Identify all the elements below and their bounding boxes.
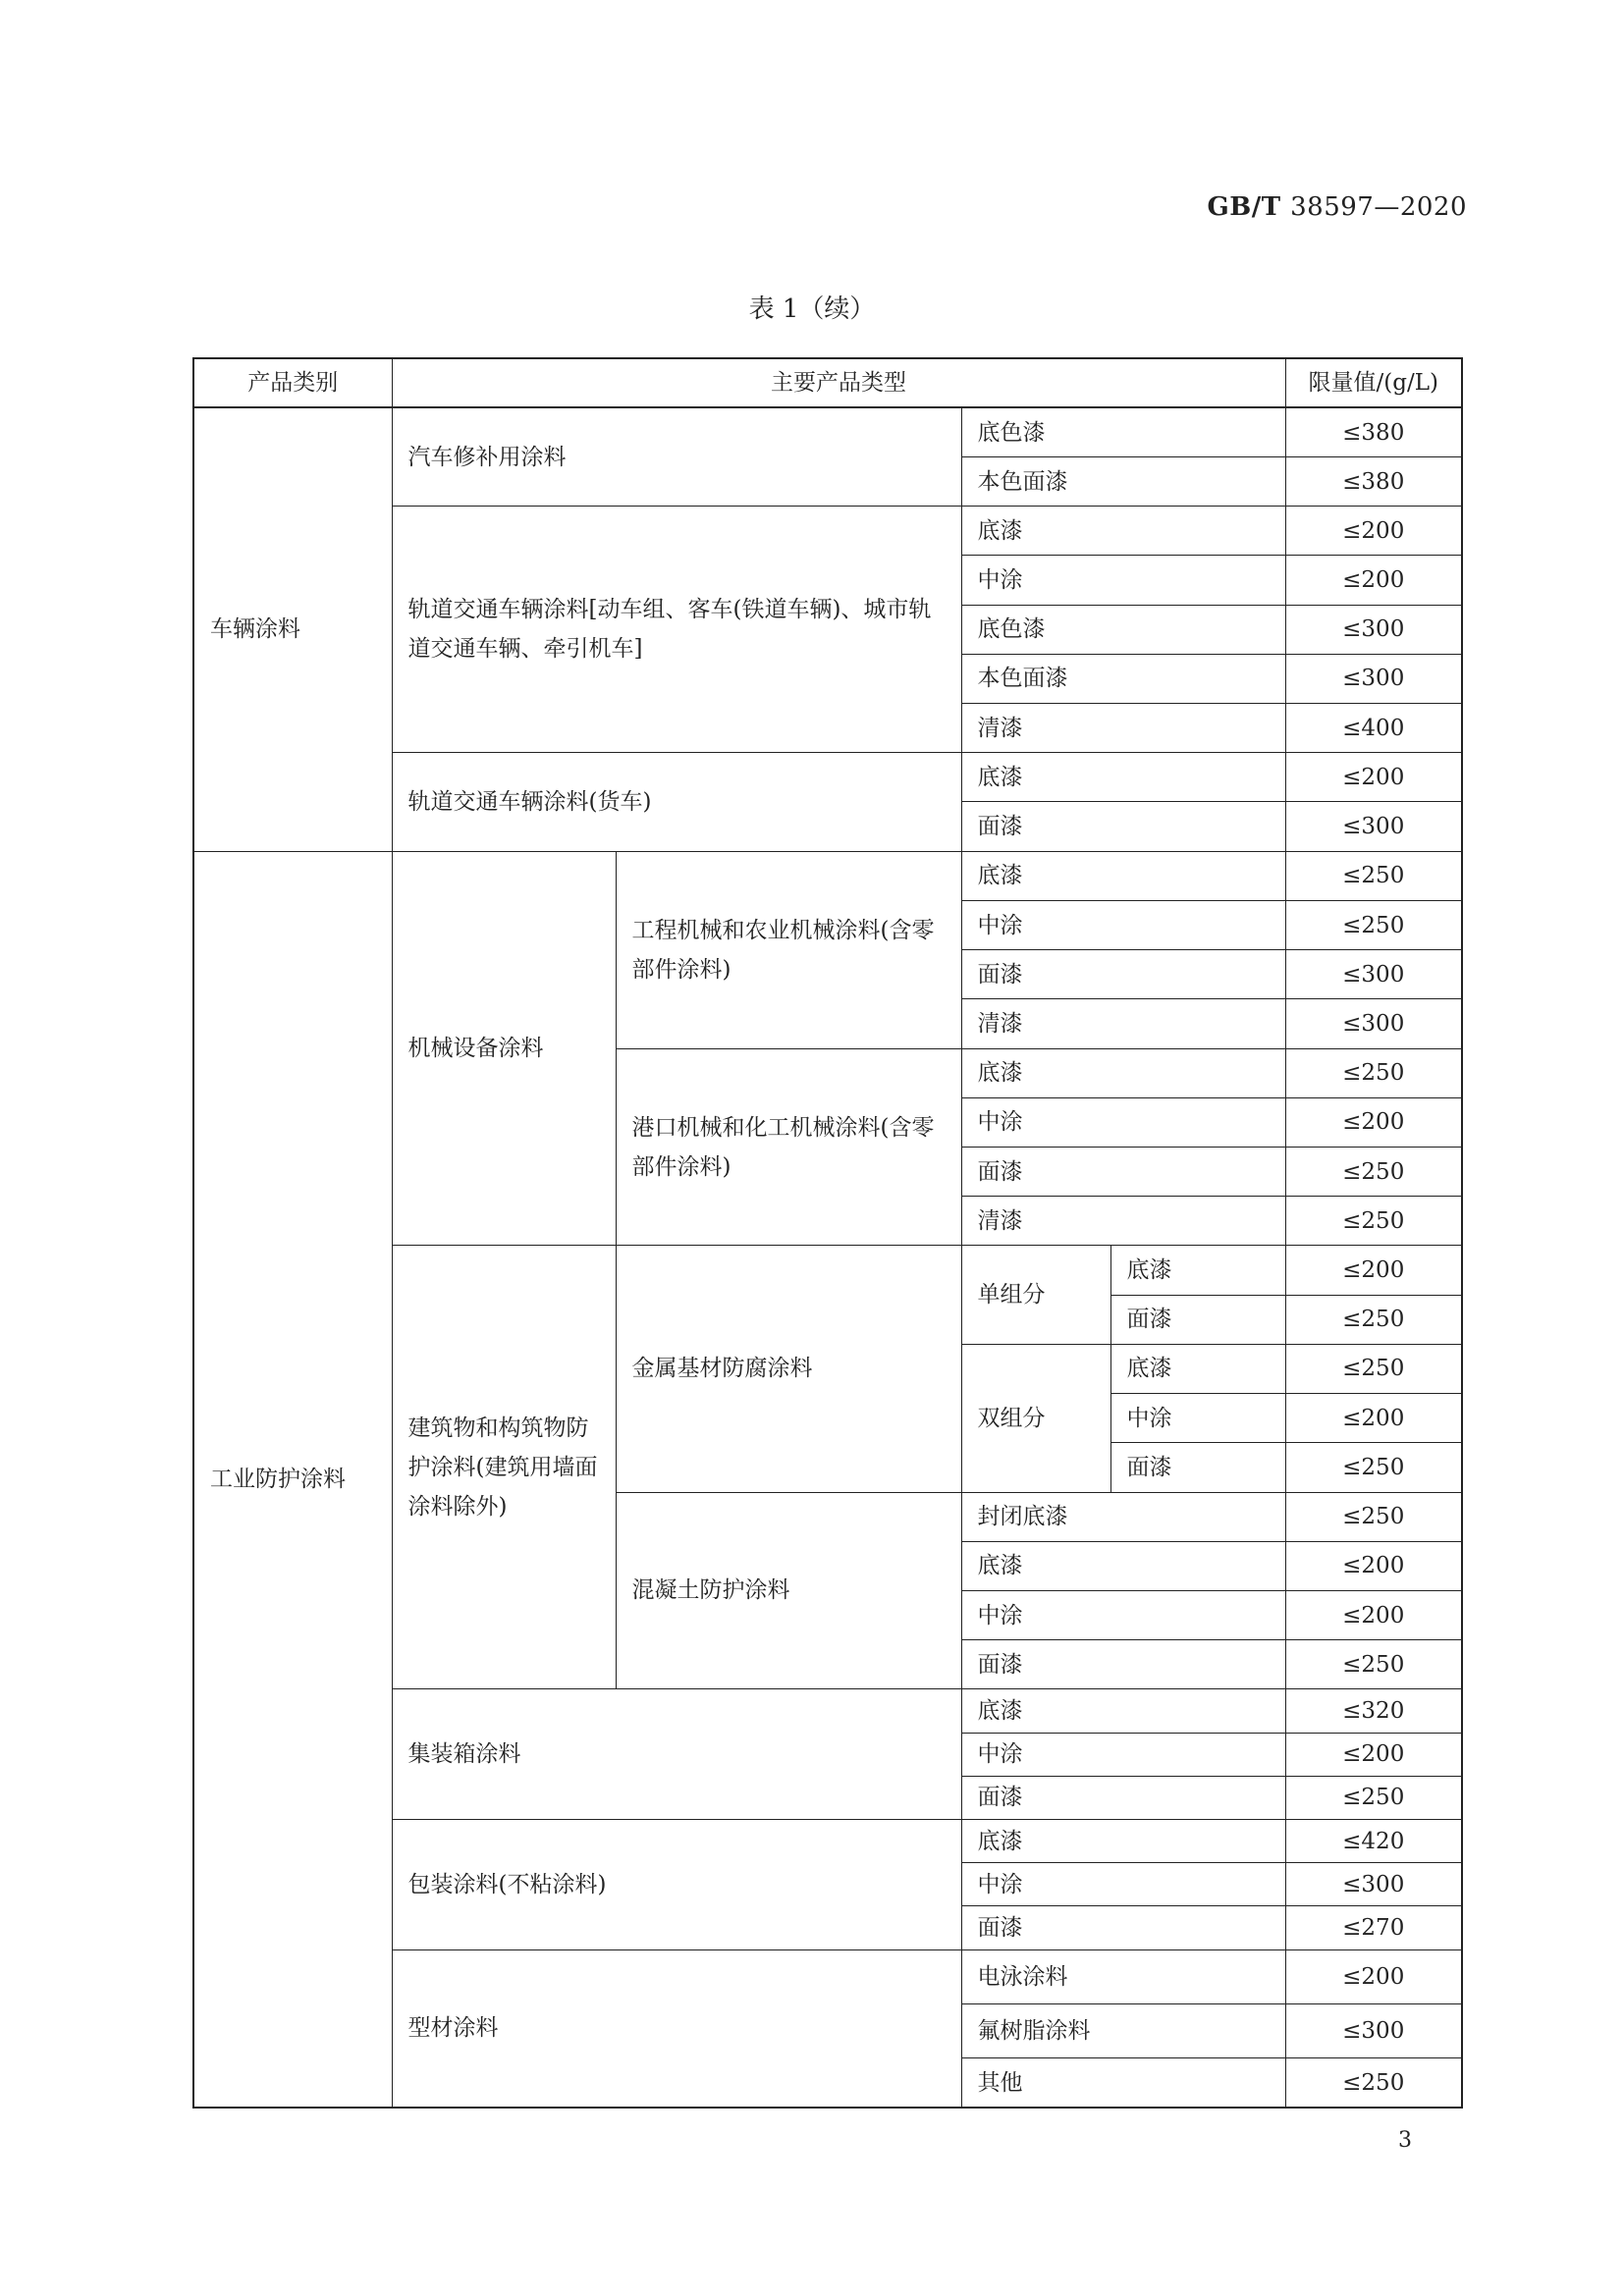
coat-cell: 面漆 [961, 1906, 1285, 1949]
limit-cell: ≤200 [1285, 1541, 1462, 1590]
limit-cell: ≤300 [1285, 999, 1462, 1048]
page-number: 3 [1398, 2128, 1412, 2153]
limit-cell: ≤200 [1285, 556, 1462, 605]
limit-cell: ≤300 [1285, 2003, 1462, 2057]
limit-cell: ≤250 [1285, 1776, 1462, 1819]
subtype-cell: 金属基材防腐涂料 [616, 1246, 961, 1492]
standard-year: 38597—2020 [1290, 192, 1467, 222]
coat-cell: 底色漆 [961, 407, 1285, 456]
coat-cell: 中涂 [961, 1733, 1285, 1776]
limit-cell: ≤400 [1285, 704, 1462, 753]
type-cell: 机械设备涂料 [392, 851, 616, 1246]
limit-cell: ≤420 [1285, 1819, 1462, 1862]
coat-cell: 面漆 [961, 1776, 1285, 1819]
coat-cell: 其他 [961, 2058, 1285, 2109]
coat-cell: 底漆 [1110, 1344, 1285, 1393]
coat-cell: 中涂 [961, 900, 1285, 949]
coat-cell: 电泳涂料 [961, 1949, 1285, 2003]
coat-cell: 底漆 [961, 507, 1285, 556]
limit-cell: ≤200 [1285, 1949, 1462, 2003]
table-title: 表 1（续） [748, 294, 876, 324]
coat-cell: 底漆 [961, 1541, 1285, 1590]
coat-cell: 底漆 [961, 1819, 1285, 1862]
limit-cell: ≤250 [1285, 1197, 1462, 1246]
limit-cell: ≤250 [1285, 851, 1462, 900]
limit-cell: ≤200 [1285, 1246, 1462, 1295]
limit-cell: ≤380 [1285, 407, 1462, 456]
limit-cell: ≤250 [1285, 1443, 1462, 1492]
subtype-cell: 港口机械和化工机械涂料(含零部件涂料) [616, 1048, 961, 1246]
type-cell: 包装涂料(不粘涂料) [392, 1819, 961, 1949]
coat-cell: 底漆 [961, 753, 1285, 802]
voc-limit-table [192, 357, 1463, 2109]
coat-cell: 中涂 [961, 1590, 1285, 1639]
coat-cell: 底漆 [1110, 1246, 1285, 1295]
table-row [193, 851, 1462, 900]
subtype-cell: 混凝土防护涂料 [616, 1492, 961, 1689]
coat-cell: 中涂 [961, 1863, 1285, 1906]
limit-cell: ≤300 [1285, 1863, 1462, 1906]
component-cell: 双组分 [961, 1344, 1110, 1492]
limit-cell: ≤320 [1285, 1689, 1462, 1733]
limit-cell: ≤200 [1285, 1590, 1462, 1639]
coat-cell: 清漆 [961, 1197, 1285, 1246]
limit-cell: ≤250 [1285, 1048, 1462, 1097]
coat-cell: 底色漆 [961, 605, 1285, 654]
limit-cell: ≤250 [1285, 1344, 1462, 1393]
coat-cell: 中涂 [961, 1097, 1285, 1147]
limit-cell: ≤300 [1285, 802, 1462, 851]
limit-cell: ≤250 [1285, 1295, 1462, 1344]
type-cell: 建筑物和构筑物防护涂料(建筑用墙面涂料除外) [392, 1246, 616, 1689]
limit-cell: ≤250 [1285, 900, 1462, 949]
coat-cell: 封闭底漆 [961, 1492, 1285, 1541]
coat-cell: 面漆 [961, 1148, 1285, 1197]
limit-cell: ≤250 [1285, 2058, 1462, 2109]
coat-cell: 本色面漆 [961, 456, 1285, 506]
header-limit: 限量值/(g/L) [1285, 358, 1462, 407]
coat-cell: 本色面漆 [961, 654, 1285, 703]
limit-cell: ≤250 [1285, 1492, 1462, 1541]
limit-cell: ≤250 [1285, 1148, 1462, 1197]
limit-cell: ≤300 [1285, 950, 1462, 999]
type-cell: 集装箱涂料 [392, 1689, 961, 1820]
coat-cell: 面漆 [961, 802, 1285, 851]
limit-cell: ≤250 [1285, 1640, 1462, 1689]
limit-cell: ≤380 [1285, 456, 1462, 506]
header-category: 产品类别 [193, 358, 392, 407]
coat-cell: 面漆 [1110, 1443, 1285, 1492]
coat-cell: 中涂 [961, 556, 1285, 605]
type-cell: 型材涂料 [392, 1949, 961, 2108]
limit-cell: ≤300 [1285, 654, 1462, 703]
limit-cell: ≤200 [1285, 753, 1462, 802]
category-cell: 车辆涂料 [193, 407, 392, 851]
coat-cell: 面漆 [1110, 1295, 1285, 1344]
category-cell: 工业防护涂料 [193, 851, 392, 2108]
table-header-row [193, 358, 1462, 407]
coat-cell: 清漆 [961, 999, 1285, 1048]
coat-cell: 面漆 [961, 950, 1285, 999]
type-cell: 轨道交通车辆涂料[动车组、客车(铁道车辆)、城市轨道交通车辆、牵引机车] [392, 507, 961, 753]
coat-cell: 氟树脂涂料 [961, 2003, 1285, 2057]
limit-cell: ≤200 [1285, 1097, 1462, 1147]
coat-cell: 底漆 [961, 1048, 1285, 1097]
limit-cell: ≤200 [1285, 507, 1462, 556]
type-cell: 轨道交通车辆涂料(货车) [392, 753, 961, 851]
component-cell: 单组分 [961, 1246, 1110, 1344]
limit-cell: ≤200 [1285, 1394, 1462, 1443]
subtype-cell: 工程机械和农业机械涂料(含零部件涂料) [616, 851, 961, 1048]
limit-cell: ≤270 [1285, 1906, 1462, 1949]
coat-cell: 中涂 [1110, 1394, 1285, 1443]
table-row [193, 407, 1462, 456]
limit-cell: ≤200 [1285, 1733, 1462, 1776]
coat-cell: 清漆 [961, 704, 1285, 753]
header-main-type: 主要产品类型 [392, 358, 1285, 407]
type-cell: 汽车修补用涂料 [392, 407, 961, 506]
coat-cell: 面漆 [961, 1640, 1285, 1689]
standard-code: GB/T [1207, 192, 1281, 222]
standard-number [1208, 192, 1467, 222]
coat-cell: 底漆 [961, 1689, 1285, 1733]
limit-cell: ≤300 [1285, 605, 1462, 654]
coat-cell: 底漆 [961, 851, 1285, 900]
